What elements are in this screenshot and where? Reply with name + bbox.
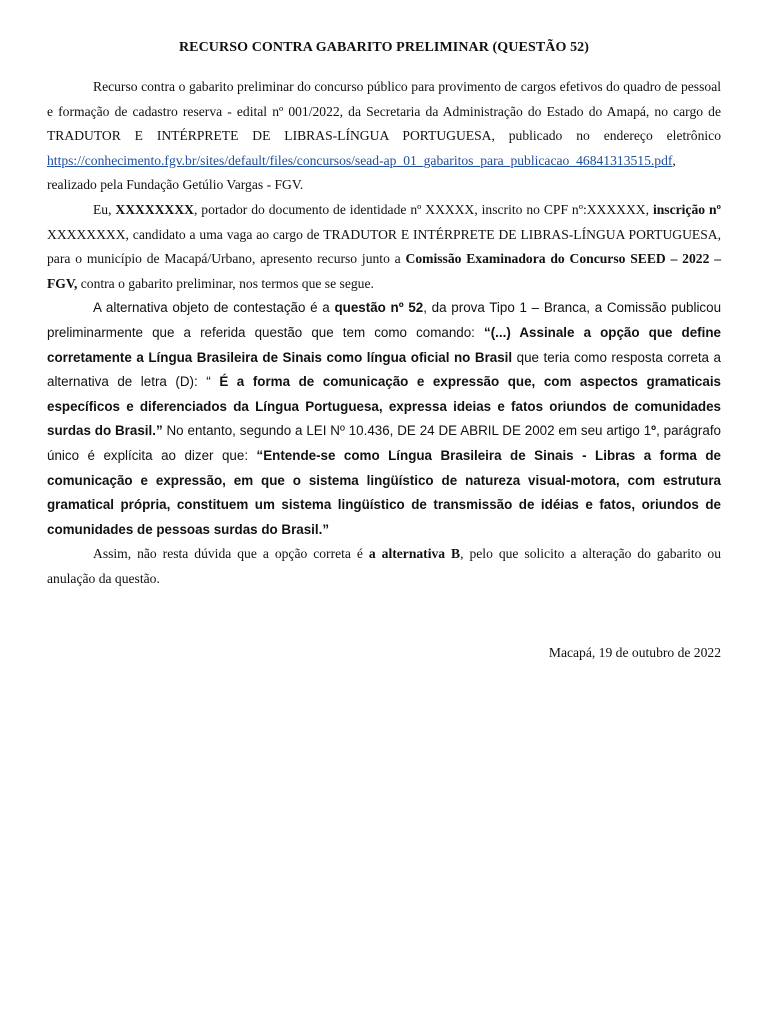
commission-name: Comissão Examinadora do Concurso SEED – 2022 – FGV, [47, 251, 721, 291]
intro-text-end: , realizado pela Fundação Getúlio Vargas - FGV. [47, 152, 676, 193]
identification-text: Eu, [93, 201, 116, 217]
paragraph-conclusion [47, 542, 721, 591]
law-quote: “Entende-se como Língua Brasileira de Sinais - Libras a forma de comunicação e expressão, em que o sistema lingüístico de natureza visual-motora, com estrutura gramatical própria, constituem um sistema lingüístico de transmissão de idéias e fatos, oriundos de comunidades de pessoas surdas do Brasil.” [47, 447, 722, 537]
identification-text: XXXXXXXX, candidato a uma vaga ao cargo de TRADUTOR E INTÉRPRETE DE LIBRAS-LÍNGUA PORTUGUESA, para o município de Macapá/Urbano, apresento recurso junto a [47, 226, 721, 267]
date-line: Macapá, 19 de outubro de 2022 [548, 645, 721, 661]
paragraph-identification [47, 198, 721, 296]
conclusion-text: , pelo que solicito a alteração do gabarito ou anulação da questão. [47, 546, 721, 586]
preliminary-answer: É a forma de comunicação e expressão que, com aspectos gramaticais específicos e diferenciados da Língua Portuguesa, expressa ideias e fatos oriundos de comunidades surdas do Brasil.” [47, 374, 721, 439]
question-number: questão nº 52 [334, 300, 424, 316]
argument-text: que teria como resposta correta a alternativa de letra (D): “ [47, 349, 721, 390]
paragraph-intro [47, 75, 721, 198]
document-page [47, 40, 721, 661]
document-title: RECURSO CONTRA GABARITO PRELIMINAR (QUESTÃO 52) [178, 40, 590, 55]
inscricao-label: inscrição nº [652, 201, 721, 217]
gabarito-link[interactable]: https://conhecimento.fgv.br/sites/default/files/concursos/sead-ap_01_gabaritos_para_publicacao_46841313515.pdf [47, 152, 673, 168]
argument-text: No entanto, segundo a LEI Nº 10.436, DE 24 DE ABRIL DE 2002 em seu artigo 1 [162, 423, 652, 439]
conclusion-text: Assim, não resta dúvida que a opção correta é [93, 546, 369, 562]
paragraph-argument [47, 296, 721, 542]
argument-text: , parágrafo único é explícita ao dizer que: [47, 423, 721, 463]
ordinal-mark: º [651, 423, 657, 439]
identification-text: , portador do documento de identidade nº XXXXX, inscrito no CPF nº:XXXXXX, [193, 201, 653, 217]
identification-text: contra o gabarito preliminar, nos termos que se segue. [77, 275, 374, 291]
question-command: “(...) Assinale a opção que define corretamente a Língua Brasileira de Sinais como língua oficial no Brasil [47, 324, 721, 365]
intro-text: Recurso contra o gabarito preliminar do concurso público para provimento de cargos efetivos do quadro de pessoal e formação de cadastro reserva - edital nº 001/2022, da Secretaria da Administração do Estado do Amapá, no cargo de TRADUTOR E INTÉRPRETE DE LIBRAS-LÍNGUA PORTUGUESA, publicado no endereço eletrônico [47, 79, 721, 144]
argument-text: , da prova Tipo 1 – Branca, a Comissão publicou preliminarmente que a referida questão que tem como comando: [47, 300, 722, 340]
argument-text: A alternativa objeto de contestação é a [93, 300, 335, 316]
correct-alternative: a alternativa B [368, 546, 461, 562]
candidate-name: XXXXXXXX [115, 201, 194, 217]
